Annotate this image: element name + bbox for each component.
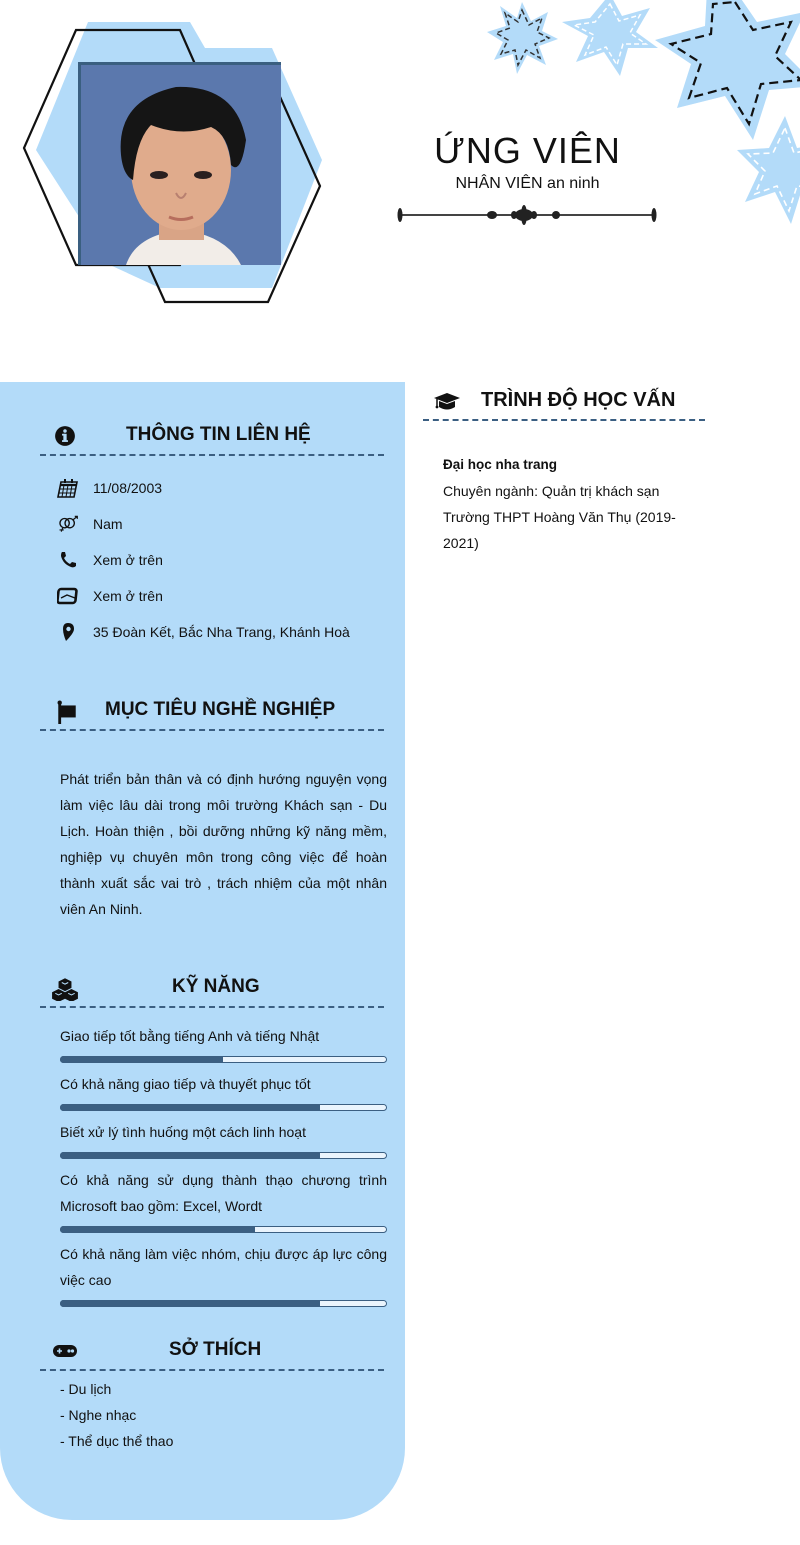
skill-progress-bar [60, 1104, 387, 1111]
contact-email [56, 584, 163, 608]
skill-item [60, 1119, 387, 1159]
cubes-icon [51, 977, 79, 1001]
skill-label: Biết xử lý tình huống một cách linh hoạt [60, 1124, 306, 1140]
contact-section-title: THÔNG TIN LIÊN HỆ [126, 424, 311, 445]
flower-decoration [480, 0, 800, 230]
contact-section-header [40, 416, 384, 456]
objective-section-header [40, 691, 384, 731]
skill-progress-fill [60, 1056, 223, 1063]
address-value: 35 Đoàn Kết, Bắc Nha Trang, Khánh Hoà [93, 624, 350, 640]
skill-item [60, 1071, 387, 1111]
birthdate-value: 11/08/2003 [93, 480, 163, 496]
skill-item [60, 1241, 387, 1307]
skill-label: Giao tiếp tốt bằng tiếng Anh và tiếng Nhật [60, 1028, 320, 1044]
info-circle-icon [54, 425, 76, 447]
skill-item [60, 1167, 387, 1233]
contact-address [56, 620, 350, 644]
skill-progress-bar [60, 1226, 387, 1233]
divider-ornament [396, 204, 658, 226]
profile-photo [78, 62, 281, 265]
skill-progress-bar [60, 1056, 387, 1063]
hobbies-section-title: SỞ THÍCH [169, 1339, 262, 1360]
gender-value: Nam [93, 516, 123, 532]
calendar-icon [56, 477, 80, 499]
hobby-item: - Nghe nhạc [60, 1407, 137, 1423]
skill-label: Có khả năng giao tiếp và thuyết phục tốt [60, 1076, 311, 1092]
skill-item [60, 1023, 387, 1063]
name-block [400, 128, 655, 194]
contact-birthdate [56, 476, 162, 500]
skill-progress-fill [60, 1152, 320, 1159]
skill-progress-fill [60, 1226, 255, 1233]
phone-value[interactable]: Xem ở trên [93, 552, 163, 568]
skills-section-title: KỸ NĂNG [172, 976, 260, 997]
school-name: Đại học nha trang [443, 457, 558, 472]
objective-text: Phát triển bản thân và có định hướng nguyện vọng làm việc lâu dài trong môi trường Khách sạn - Du Lịch. Hoàn thiện , bồi dưỡng những kỹ năng mềm, nghiệp vụ chuyên môn trong công việc để hoàn thành xuất sắc vai trò , trách nhiệm của một nhân viên An Ninh. [60, 771, 387, 917]
map-marker-icon [56, 621, 80, 643]
hobby-item: - Thể dục thể thao [60, 1433, 174, 1449]
graduation-cap-icon [433, 391, 461, 413]
skill-progress-fill [60, 1300, 320, 1307]
contact-phone [56, 548, 163, 572]
gender-icon [56, 513, 80, 535]
envelope-icon [56, 585, 80, 607]
education-entry [443, 452, 688, 556]
major: Chuyên ngành: Quản trị khách sạn [443, 483, 660, 499]
skill-progress-bar [60, 1152, 387, 1159]
skill-label: Có khả năng làm việc nhóm, chịu được áp lực công việc cao [60, 1246, 387, 1288]
contact-gender [56, 512, 123, 536]
gamepad-icon [52, 1343, 78, 1359]
hobby-item: - Du lịch [60, 1381, 112, 1397]
skill-progress-bar [60, 1300, 387, 1307]
email-value[interactable]: Xem ở trên [93, 588, 163, 604]
flag-icon [56, 700, 78, 724]
phone-icon [56, 549, 80, 571]
objective-section-title: MỤC TIÊU NGHỀ NGHIỆP [105, 699, 336, 720]
education-section-header [423, 383, 705, 421]
skills-section-header [40, 968, 384, 1008]
hobbies-section-header [40, 1331, 384, 1371]
candidate-role: NHÂN VIÊN an ninh [455, 175, 600, 192]
education-section-title: TRÌNH ĐỘ HỌC VẤN [481, 389, 676, 411]
skill-progress-fill [60, 1104, 320, 1111]
candidate-name: ỨNG VIÊN [434, 130, 621, 171]
cv-header [0, 0, 800, 330]
skill-label: Có khả năng sử dụng thành thạo chương trình Microsoft bao gồm: Excel, Wordt [60, 1172, 387, 1214]
highschool: Trường THPT Hoàng Văn Thụ (2019-2021) [443, 509, 676, 551]
